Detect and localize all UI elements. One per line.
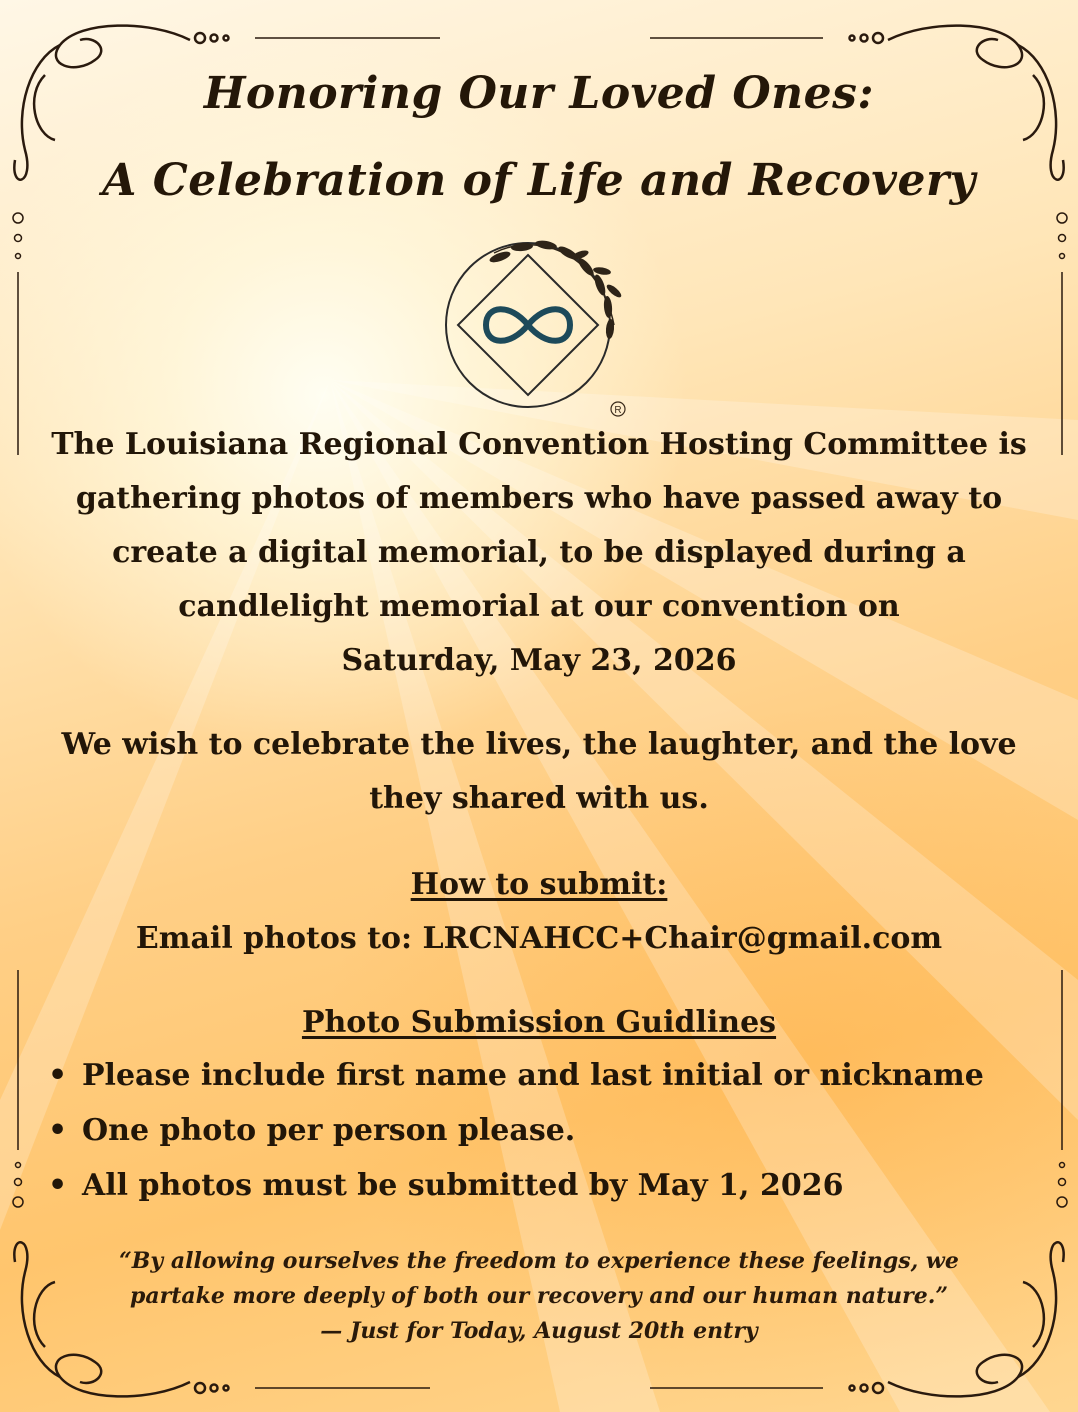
how-to-submit-section	[30, 858, 1048, 966]
title-line-2: A Celebration of Life and Recovery	[102, 155, 976, 206]
guidelines-heading: Photo Submission Guidlines	[301, 1005, 777, 1040]
intro-line: The Louisiana Regional Convention Hosting Committee is	[51, 427, 1027, 462]
quote-line: partake more deeply of both our recovery and our human nature.”	[129, 1283, 949, 1309]
wish-line: they shared with us.	[369, 781, 709, 816]
intro-paragraph	[30, 418, 1048, 688]
list-item: • Please include first name and last initial or nickname	[48, 1048, 984, 1103]
closing-quote	[40, 1244, 1038, 1349]
registered-mark: R	[614, 405, 622, 416]
wish-paragraph	[30, 718, 1048, 826]
submission-email[interactable]: Email photos to: LRCNAHCC+Chair@gmail.com	[135, 921, 943, 956]
intro-line: candlelight memorial at our convention on	[178, 589, 900, 624]
list-item: • One photo per person please.	[48, 1103, 984, 1158]
quote-attribution: — Just for Today, August 20th entry	[320, 1318, 758, 1344]
list-item: • All photos must be submitted by May 1, 2026	[48, 1158, 984, 1213]
na-infinity-diamond-icon	[430, 225, 640, 425]
guidelines-list	[48, 1048, 984, 1213]
intro-line: create a digital memorial, to be displayed during a	[112, 535, 966, 570]
intro-line: gathering photos of members who have passed away to	[75, 481, 1003, 516]
event-date: Saturday, May 23, 2026	[341, 643, 737, 678]
wish-line: We wish to celebrate the lives, the laughter, and the love	[61, 727, 1017, 762]
quote-line: “By allowing ourselves the freedom to experience these feelings, we	[119, 1248, 959, 1274]
how-to-submit-heading: How to submit:	[410, 867, 668, 902]
title-line-1: Honoring Our Loved Ones:	[203, 68, 875, 119]
